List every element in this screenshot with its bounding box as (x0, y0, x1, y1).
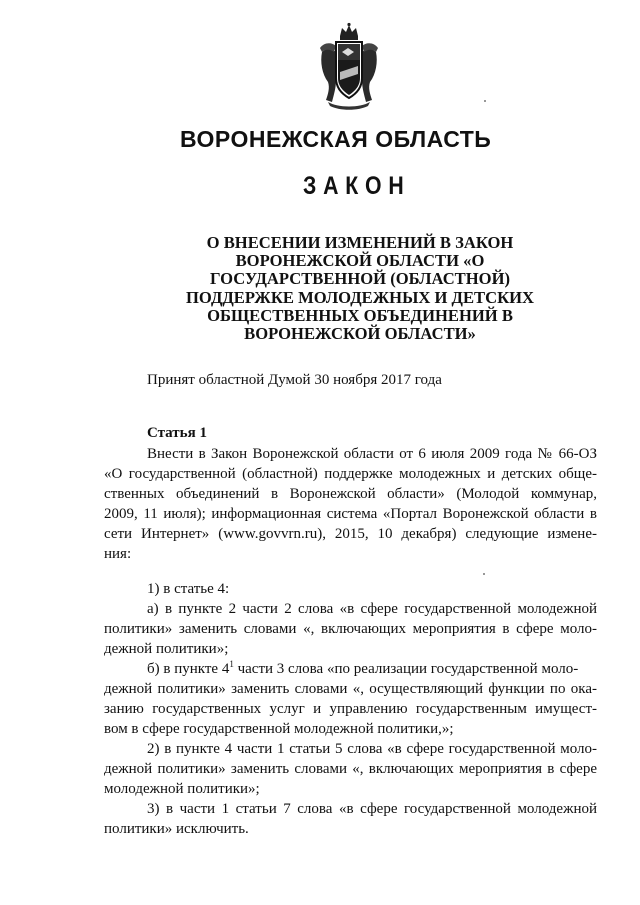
title-line: ВОРОНЕЖСКОЙ ОБЛАСТИ» (244, 324, 476, 344)
body-line: политики» исключить. (104, 821, 249, 837)
title-line: О ВНЕСЕНИИ ИЗМЕНЕНИЙ В ЗАКОН (206, 233, 514, 252)
title-line: ГОСУДАРСТВЕННОЙ (ОБЛАСТНОЙ) (209, 269, 511, 289)
body-line: 3) в части 1 статьи 7 слова «в сфере государственной молодежной (147, 801, 597, 817)
body-line: 2009, 11 июля); информационная система «Портал Воронежской области в (104, 506, 597, 522)
region-name: ВОРОНЕЖСКАЯ ОБЛАСТЬ (180, 126, 492, 152)
body-line: Внести в Закон Воронежской области от 6 июля 2009 года № 66-ОЗ (147, 446, 597, 462)
adoption-note: Принят областной Думой 30 ноября 2017 года (147, 372, 442, 388)
body-line: дежной политики» заменить словами «, включающих мероприятия в сфере (104, 761, 597, 777)
coat-of-arms-icon (318, 22, 380, 112)
body-line: молодежной политики»; (104, 781, 260, 797)
body-line: дежной политики»; (104, 641, 229, 657)
body-line: политики» заменить словами «, включающих мероприятия в сфере моло- (104, 621, 597, 637)
item-b-prefix: б) в пункте 4 (147, 661, 230, 677)
scan-speck (484, 100, 486, 102)
body-line: а) в пункте 2 части 2 слова «в сфере государственной молодежной (147, 601, 597, 617)
body-line: 2) в пункте 4 части 1 статьи 5 слова «в сфере государственной моло- (147, 741, 597, 757)
body-line: сети Интернет» (www.govvrn.ru), 2015, 10 декабря) следующие измене- (104, 526, 597, 542)
scan-speck (483, 573, 485, 575)
body-line: занию государственных услуг и управлению государственным имущест- (104, 701, 597, 717)
item-b-suffix: части 3 слова «по реализации государственной моло- (233, 661, 579, 677)
title-line: ПОДДЕРЖКЕ МОЛОДЕЖНЫХ И ДЕТСКИХ (185, 287, 535, 307)
list-item: 1) в статье 4: (147, 581, 230, 597)
document-type: ЗАКОН (303, 172, 411, 200)
superscript: 1 (229, 659, 234, 669)
body-line: вом в сфере государственной молодежной политики,»; (104, 721, 454, 737)
title-line: ВОРОНЕЖСКОЙ ОБЛАСТИ «О (235, 251, 485, 271)
article-heading: Статья 1 (147, 425, 207, 441)
title-line: ОБЩЕСТВЕННЫХ ОБЪЕДИНЕНИЙ В (207, 305, 513, 325)
body-line: дежной политики» заменить словами «, осуществляющий функции по ока- (104, 681, 597, 697)
body-line: «О государственной (областной) поддержке молодежных и детских обще- (104, 466, 597, 482)
body-line: ственных объединений в Воронежской области» (Молодой коммунар, (104, 486, 597, 502)
body-line (147, 660, 597, 678)
body-line: ния: (104, 546, 132, 562)
law-title (170, 234, 550, 343)
